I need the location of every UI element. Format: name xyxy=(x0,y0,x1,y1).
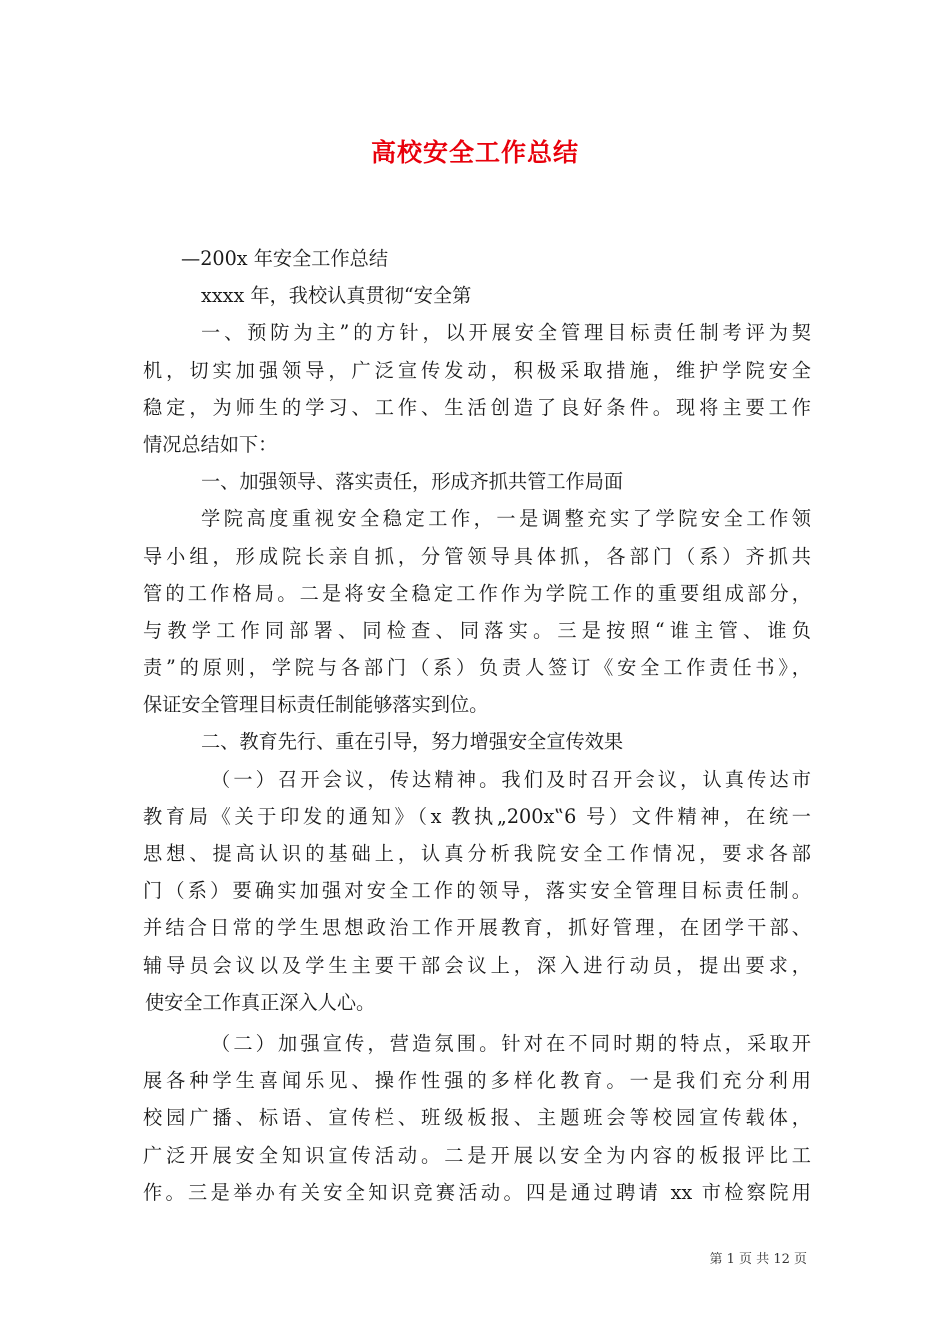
paragraph-line: 机，切实加强领导，广泛宣传发动，积极采取措施，维护学院安全 xyxy=(143,358,811,382)
paragraph-line: 学院高度重视安全稳定工作，一是调整充实了学院安全工作领 xyxy=(201,507,811,531)
paragraph-line: 使安全工作真正深入人心。 xyxy=(145,990,376,1014)
paragraph-line: 与教学工作同部署、同检查、同落实。三是按照“谁主管、谁负 xyxy=(143,618,811,642)
paragraph-line: 情况总结如下： xyxy=(143,432,278,456)
paragraph-line: 教育局《关于印发的通知》（x 教执„200x‟6 号）文件精神，在统一 xyxy=(143,804,811,828)
paragraph-line: 辅导员会议以及学生主要干部会议上，深入进行动员，提出要求， xyxy=(143,953,811,977)
paragraph-line: 门（系）要确实加强对安全工作的领导，落实安全管理目标责任制。 xyxy=(143,879,811,903)
paragraph-line: 一、预防为主”的方针，以开展安全管理目标责任制考评为契 xyxy=(201,321,811,345)
section-heading: 一、加强领导、落实责任，形成齐抓共管工作局面 xyxy=(201,470,624,494)
paragraph-line: （一）召开会议，传达精神。我们及时召开会议，认真传达市 xyxy=(211,767,811,791)
document-title: 高校安全工作总结 xyxy=(370,138,579,167)
section-heading: 二、教育先行、重在引导，努力增强安全宣传效果 xyxy=(201,730,624,754)
paragraph-line: 校园广播、标语、宣传栏、班级板报、主题班会等校园宣传载体， xyxy=(143,1106,811,1130)
paragraph-line: 保证安全管理目标责任制能够落实到位。 xyxy=(143,693,489,717)
paragraph-line: 并结合日常的学生思想政治工作开展教育，抓好管理，在团学干部、 xyxy=(143,916,811,940)
paragraph-line: 稳定，为师生的学习、工作、生活创造了良好条件。现将主要工作 xyxy=(143,395,811,419)
document-body xyxy=(143,240,811,1211)
page-number-footer: 第 1 页 共 12 页 xyxy=(709,1252,807,1267)
paragraph-line: 责”的原则，学院与各部门（系）负责人签订《安全工作责任书》， xyxy=(143,656,811,680)
paragraph-line: 导小组，形成院长亲自抓，分管领导具体抓，各部门（系）齐抓共 xyxy=(143,544,811,568)
paragraph-line: xxxx 年，我校认真贯彻“安全第 xyxy=(201,284,472,308)
paragraph-line: 思想、提高认识的基础上，认真分析我院安全工作情况，要求各部 xyxy=(143,842,811,865)
paragraph-line: （二）加强宣传，营造氛围。针对在不同时期的特点，采取开 xyxy=(211,1031,811,1055)
paragraph-line: 作。三是举办有关安全知识竞赛活动。四是通过聘请 xx 市检察院用 xyxy=(143,1180,811,1204)
paragraph-line: 展各种学生喜闻乐见、操作性强的多样化教育。一是我们充分利用 xyxy=(143,1069,811,1093)
paragraph-line: 广泛开展安全知识宣传活动。二是开展以安全为内容的板报评比工 xyxy=(143,1143,811,1167)
paragraph-line: 管的工作格局。二是将安全稳定工作作为学院工作的重要组成部分， xyxy=(143,581,811,605)
subtitle-line: —200x 年安全工作总结 xyxy=(181,247,389,270)
